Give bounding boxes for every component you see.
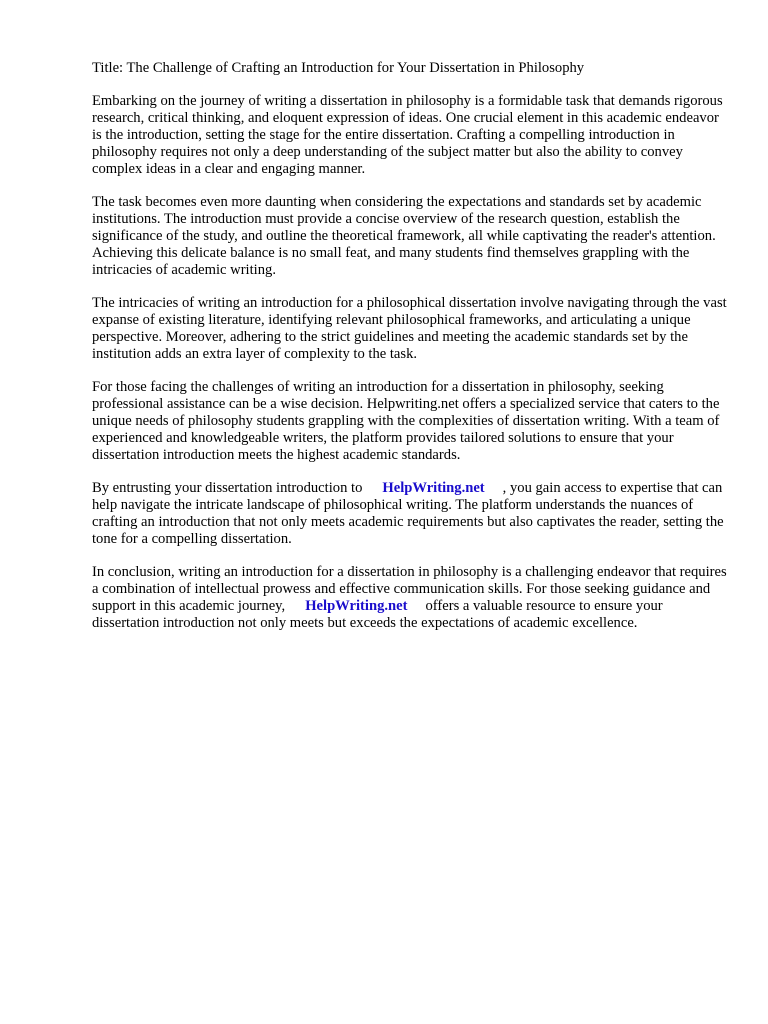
paragraph-4: For those facing the challenges of writing an introduction for a dissertation in philosophy, seeking professional assistance can be a wise decision. Helpwriting.net offers a specialized service that caters to the unique needs of philosophy students grappling with the complexities of dissertation writing. With a team of experienced and knowledgeable writers, the platform provides tailored solutions to ensure that your dissertation introduction meets the highest academic standards. — [92, 379, 720, 463]
helpwriting-link[interactable]: HelpWriting.net — [382, 480, 485, 496]
paragraph-5-text-after: , you gain access to expertise that can help navigate the intricate landscape of philosophical writing. The platform understands the nuances of crafting an introduction that not only meets academic requirements but also captivates the reader, setting the tone for a compelling dissertation. — [92, 480, 724, 547]
document-body — [92, 60, 732, 648]
helpwriting-link[interactable]: HelpWriting.net — [305, 598, 408, 614]
paragraph-5 — [92, 480, 732, 548]
paragraph-5-text-before: By entrusting your dissertation introduction to — [92, 480, 363, 496]
paragraph-6-text-after: offers a valuable resource to ensure your dissertation introduction not only meets but exceeds the expectations of academic excellence. — [92, 598, 663, 631]
paragraph-2: The task becomes even more daunting when considering the expectations and standards set by academic institutions. The introduction must provide a concise overview of the research question, establish the significance of the study, and outline the theoretical framework, all while captivating the reader's attention. Achieving this delicate balance is no small feat, and many students find themselves grappling with the intricacies of academic writing. — [92, 194, 716, 278]
paragraph-1: Embarking on the journey of writing a dissertation in philosophy is a formidable task that demands rigorous research, critical thinking, and eloquent expression of ideas. One crucial element in this academic endeavor is the introduction, setting the stage for the entire dissertation. Crafting a compelling introduction in philosophy requires not only a deep understanding of the subject matter but also the ability to convey complex ideas in a clear and engaging manner. — [92, 93, 723, 177]
paragraph-6 — [92, 564, 732, 632]
paragraph-3: The intricacies of writing an introduction for a philosophical dissertation involve navigating through the vast expanse of existing literature, identifying relevant philosophical frameworks, and articulating a unique perspective. Moreover, adhering to the strict guidelines and meeting the academic standards set by the institution adds an extra layer of complexity to the task. — [92, 295, 727, 362]
document-title: Title: The Challenge of Crafting an Introduction for Your Dissertation in Philosophy — [92, 60, 585, 76]
paragraph-6-text-before: In conclusion, writing an introduction for a dissertation in philosophy is a challenging endeavor that requires a combination of intellectual prowess and effective communication skills. For those seeking guidance and support in this academic journey, — [92, 564, 727, 614]
